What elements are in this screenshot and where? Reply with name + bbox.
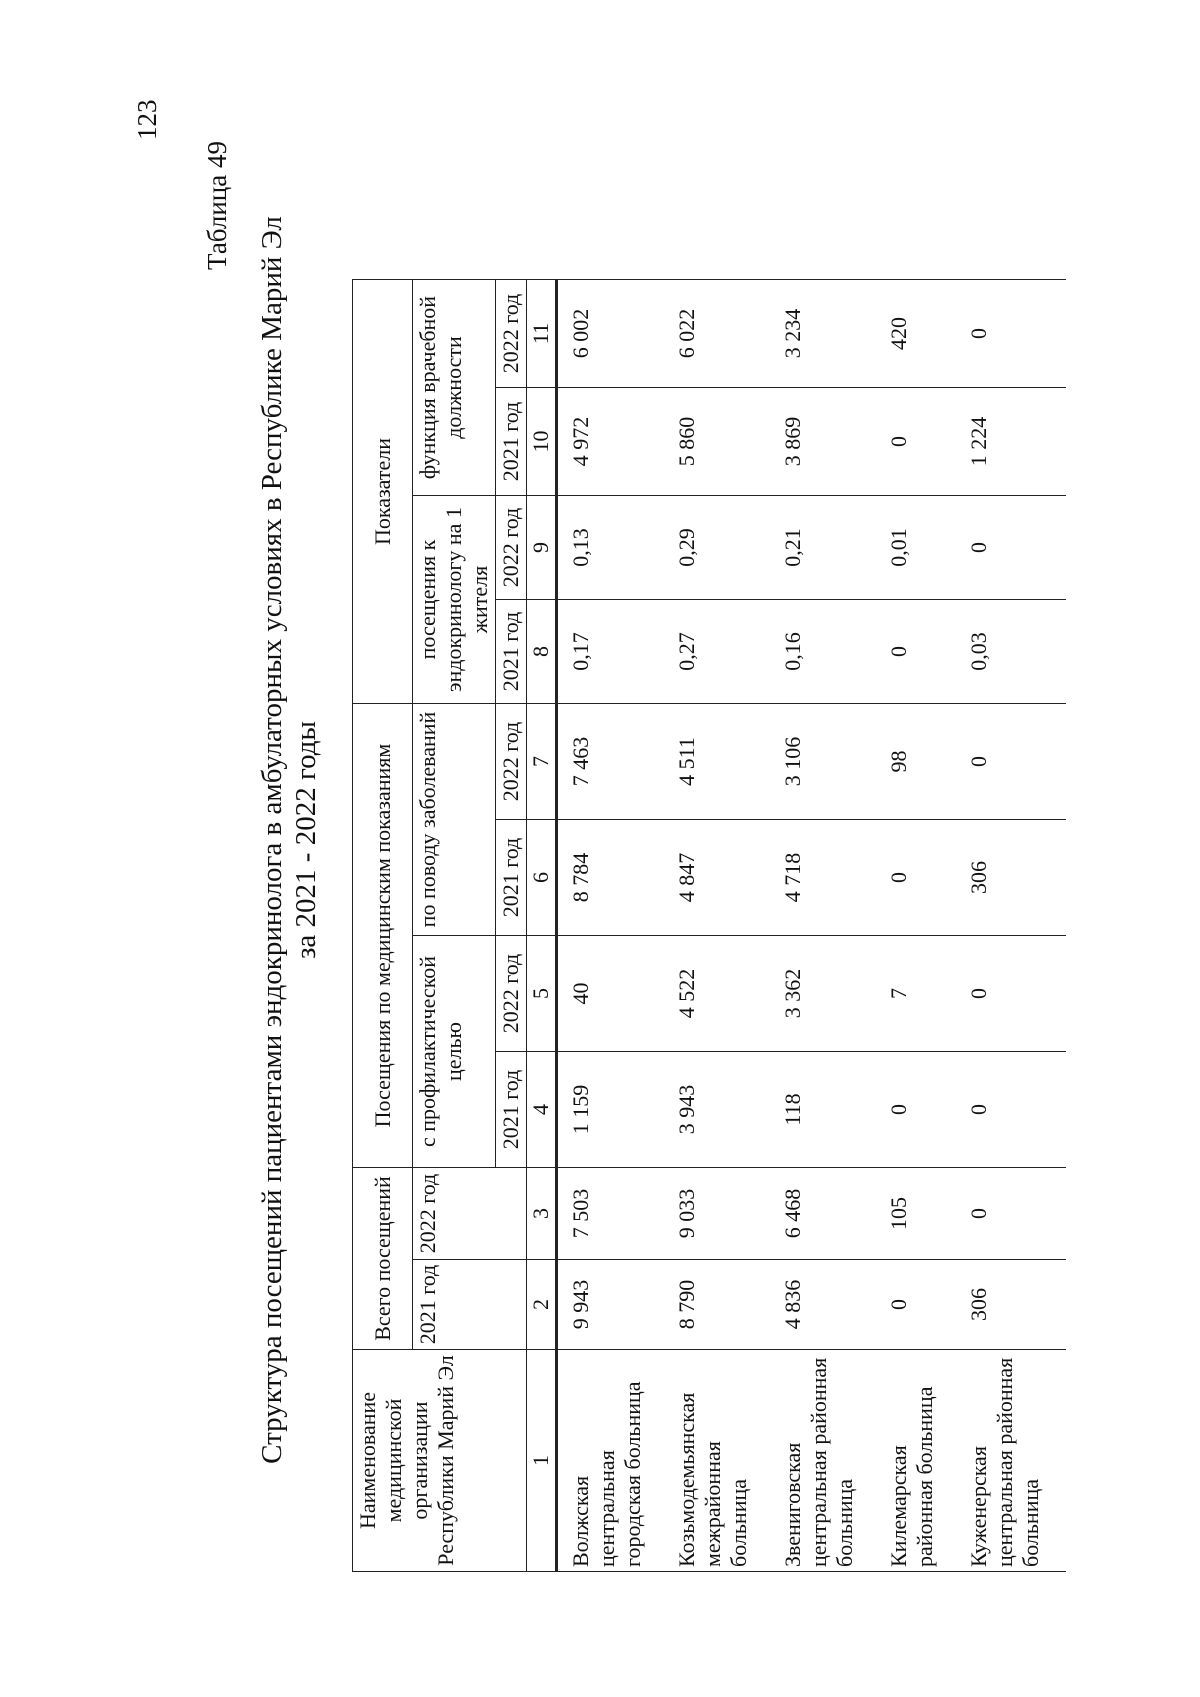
visits-table xyxy=(352,279,1066,1572)
table-row xyxy=(880,280,960,1572)
column-number: 7 xyxy=(527,704,557,820)
column-number: 3 xyxy=(527,1168,557,1260)
header-total-2022: 2022 год xyxy=(413,1168,527,1260)
header-year-2021: 2021 год xyxy=(496,820,527,936)
table-row xyxy=(960,280,1066,1572)
value-cell: 7 463 xyxy=(557,704,669,820)
table-body xyxy=(557,280,1067,1572)
value-cell: 0,13 xyxy=(557,496,669,600)
value-cell: 4 511 xyxy=(668,704,774,820)
value-cell: 1 159 xyxy=(557,1052,669,1168)
document-title xyxy=(255,120,323,1560)
value-cell: 306 xyxy=(960,1260,1066,1350)
value-cell: 6 468 xyxy=(774,1168,880,1260)
value-cell: 4 718 xyxy=(774,820,880,936)
header-year-2022: 2022 год xyxy=(496,704,527,820)
header-total-2021: 2021 год xyxy=(413,1260,527,1350)
value-cell: 7 xyxy=(880,936,960,1052)
header-position-function: функция врачебной должности xyxy=(413,280,496,496)
org-name-cell: Козьмодемьянская межрайонная больница xyxy=(668,1350,774,1572)
value-cell: 9 033 xyxy=(668,1168,774,1260)
header-year-2021: 2021 год xyxy=(496,1052,527,1168)
column-number: 10 xyxy=(527,388,557,496)
table-row xyxy=(774,280,880,1572)
column-number: 6 xyxy=(527,820,557,936)
value-cell: 0,16 xyxy=(774,600,880,704)
table-row xyxy=(557,280,669,1572)
org-name-cell: Килемарская районная больница xyxy=(880,1350,960,1572)
header-indicators: Показатели xyxy=(353,280,413,704)
value-cell: 420 xyxy=(880,280,960,388)
header-year-2022: 2022 год xyxy=(496,496,527,600)
header-per-resident: посещения к эндокринологу на 1 жителя xyxy=(413,496,496,704)
value-cell: 3 943 xyxy=(668,1052,774,1168)
header-year-2021: 2021 год xyxy=(496,388,527,496)
value-cell: 4 847 xyxy=(668,820,774,936)
value-cell: 0 xyxy=(880,1260,960,1350)
value-cell: 4 522 xyxy=(668,936,774,1052)
column-number: 1 xyxy=(527,1350,557,1572)
column-number: 8 xyxy=(527,600,557,704)
value-cell: 0 xyxy=(880,820,960,936)
title-line-1: Структура посещений пациентами эндокринолога в амбулаторных условиях в Республике Марий Эл xyxy=(256,216,288,1464)
column-number-row xyxy=(527,280,557,1572)
value-cell: 0,01 xyxy=(880,496,960,600)
document-page xyxy=(90,60,1090,1580)
value-cell: 3 869 xyxy=(774,388,880,496)
value-cell: 3 234 xyxy=(774,280,880,388)
value-cell: 0 xyxy=(960,496,1066,600)
value-cell: 0 xyxy=(880,1052,960,1168)
value-cell: 0 xyxy=(880,388,960,496)
header-preventive: с профилактической целью xyxy=(413,936,496,1168)
table-row xyxy=(668,280,774,1572)
value-cell: 0,27 xyxy=(668,600,774,704)
org-name-cell: Звениговская центральная районная больница xyxy=(774,1350,880,1572)
value-cell: 9 943 xyxy=(557,1260,669,1350)
value-cell: 8 790 xyxy=(668,1260,774,1350)
page-number: 123 xyxy=(132,99,162,140)
table-label: Таблица 49 xyxy=(202,141,232,270)
value-cell: 0,17 xyxy=(557,600,669,704)
value-cell: 7 503 xyxy=(557,1168,669,1260)
value-cell: 3 106 xyxy=(774,704,880,820)
value-cell: 0 xyxy=(960,1052,1066,1168)
header-year-2022: 2022 год xyxy=(496,280,527,388)
org-name-cell: Куженерская центральная районная больница xyxy=(960,1350,1066,1572)
header-total-visits: Всего посещений xyxy=(353,1168,413,1350)
value-cell: 0,03 xyxy=(960,600,1066,704)
column-number: 11 xyxy=(527,280,557,388)
value-cell: 4 972 xyxy=(557,388,669,496)
column-number: 9 xyxy=(527,496,557,600)
value-cell: 0 xyxy=(960,1168,1066,1260)
column-number: 2 xyxy=(527,1260,557,1350)
value-cell: 0,21 xyxy=(774,496,880,600)
value-cell: 8 784 xyxy=(557,820,669,936)
header-org-name: Наименование медицинской организации Республики Марий Эл xyxy=(353,1350,527,1572)
value-cell: 3 362 xyxy=(774,936,880,1052)
title-line-2: за 2021 - 2022 годы xyxy=(290,720,322,960)
value-cell: 306 xyxy=(960,820,1066,936)
value-cell: 40 xyxy=(557,936,669,1052)
value-cell: 0 xyxy=(880,600,960,704)
header-visits-by-indication: Посещения по медицинским показаниям xyxy=(353,704,413,1168)
column-number: 5 xyxy=(527,936,557,1052)
value-cell: 0 xyxy=(960,936,1066,1052)
value-cell: 4 836 xyxy=(774,1260,880,1350)
column-number: 4 xyxy=(527,1052,557,1168)
header-year-2022: 2022 год xyxy=(496,936,527,1052)
value-cell: 0,29 xyxy=(668,496,774,600)
value-cell: 1 224 xyxy=(960,388,1066,496)
value-cell: 6 022 xyxy=(668,280,774,388)
header-disease: по поводу заболеваний xyxy=(413,704,496,936)
value-cell: 118 xyxy=(774,1052,880,1168)
value-cell: 6 002 xyxy=(557,280,669,388)
value-cell: 0 xyxy=(960,280,1066,388)
value-cell: 5 860 xyxy=(668,388,774,496)
value-cell: 0 xyxy=(960,704,1066,820)
value-cell: 105 xyxy=(880,1168,960,1260)
value-cell: 98 xyxy=(880,704,960,820)
org-name-cell: Волжская центральная городская больница xyxy=(557,1350,669,1572)
header-year-2021: 2021 год xyxy=(496,600,527,704)
